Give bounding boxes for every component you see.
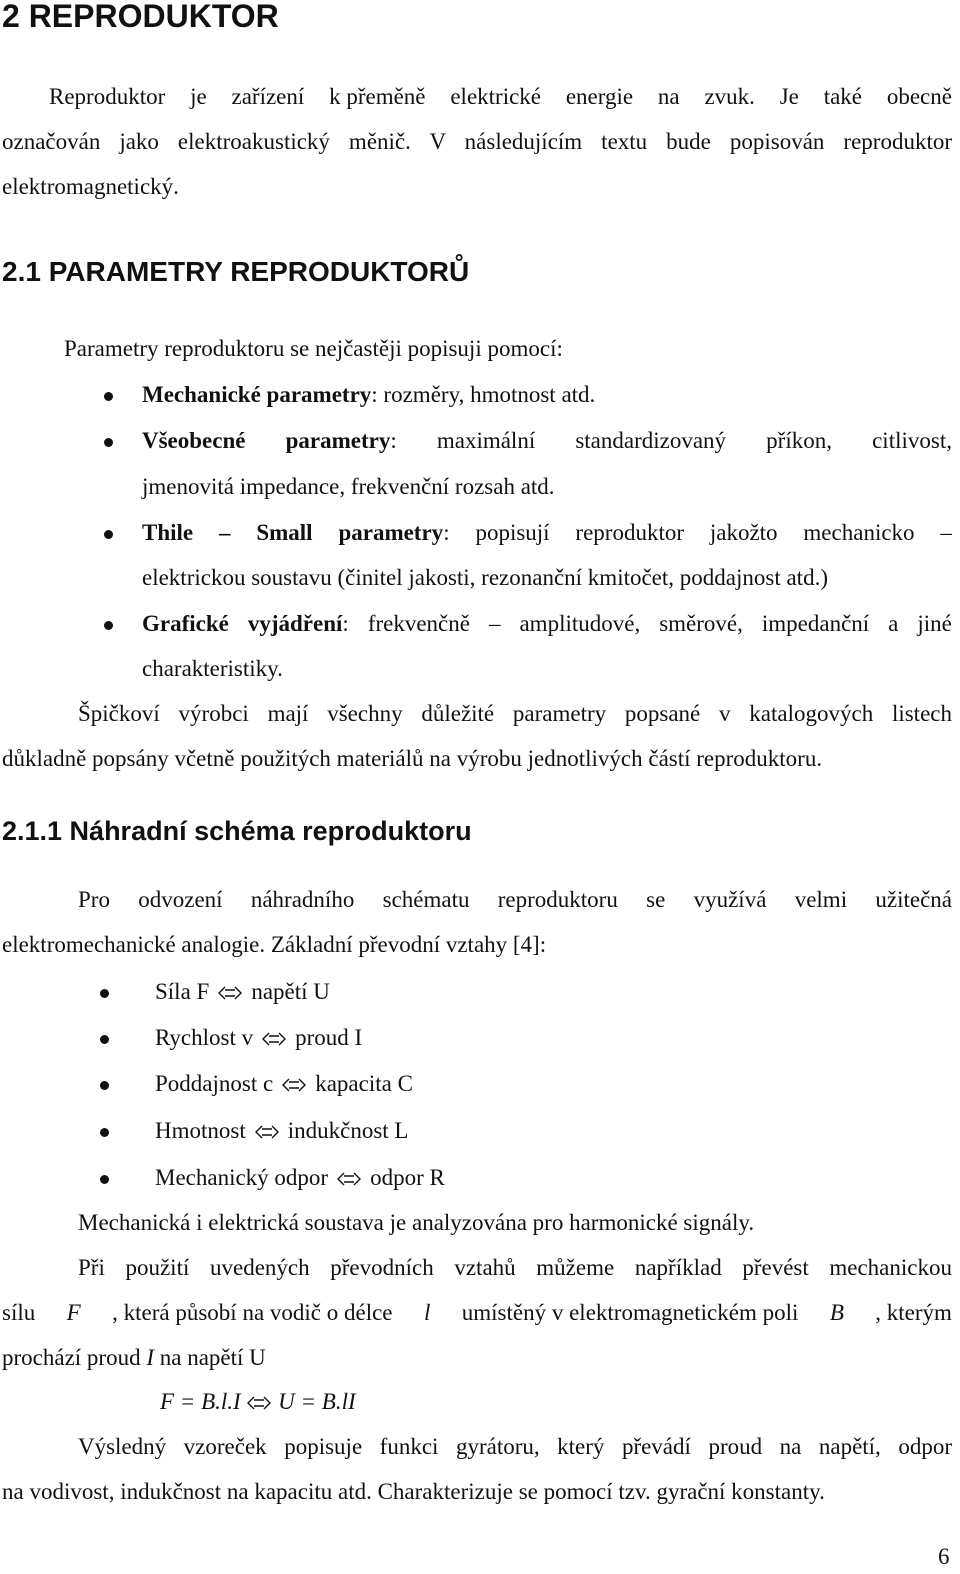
analogy-item [155, 1118, 408, 1144]
params-lead: Parametry reproduktoru se nejčastěji popisuji pomocí: [64, 336, 563, 361]
equivalence-arrow-icon [281, 1077, 307, 1093]
chapter-heading: 2 REPRODUKTOR [2, 0, 279, 34]
desc-word: jakožto [709, 520, 778, 545]
desc-word: a [888, 611, 899, 636]
analogy-electrical: proud I [295, 1025, 363, 1050]
word: na [657, 84, 680, 109]
word: energie [565, 84, 634, 109]
desc-word: impedanční [761, 611, 870, 636]
desc-word: amplitudové, [519, 611, 641, 636]
analogy-electrical: napětí U [251, 979, 330, 1004]
analogy-item [155, 1071, 413, 1097]
analogy-electrical: odpor R [370, 1165, 445, 1190]
term-word: vyjádření: [247, 611, 349, 636]
list-item-continued: charakteristiky. [142, 656, 283, 681]
params-after-line-2: důkladně popsány včetně použitých materiálů na výrobu jednotlivých částí reproduktoru. [2, 746, 823, 771]
bullet-dot [100, 1081, 109, 1090]
list-item [142, 428, 952, 454]
term-word: Grafické [142, 611, 229, 636]
subsection-heading: 2.1.1 Náhradní schéma reproduktoru [2, 816, 472, 846]
word: také [823, 84, 863, 109]
desc-word: příkon, [766, 428, 832, 453]
bullet-dot [104, 621, 113, 630]
term-word: parametry: [338, 520, 450, 545]
equivalence-arrow-icon [254, 1124, 280, 1140]
intro-line-3: elektromagnetický. [2, 174, 179, 199]
list-item-continued: elektrickou soustavu (činitel jakosti, rezonanční kmitočet, poddajnost atd.) [142, 565, 828, 590]
bullet-dot [100, 989, 109, 998]
equivalence-arrow-icon [261, 1031, 287, 1047]
p3-line-2: na vodivost, indukčnost na kapacitu atd. Charakterizuje se pomocí tzv. gyrační konstanty. [2, 1479, 825, 1504]
analogy-item [155, 1165, 445, 1191]
bullet-dot [100, 1035, 109, 1044]
analogy-mechanical: Hmotnost [155, 1118, 246, 1143]
word: je [190, 84, 207, 109]
params-after-line-1: Špičkoví výrobci mají všechny důležité parametry popsané v katalogových listech [78, 701, 952, 726]
term-word: Všeobecné [142, 428, 246, 453]
desc-word: citlivost, [872, 428, 952, 453]
term-word: parametry: [285, 428, 397, 453]
p3-line-1: Výsledný vzoreček popisuje funkci gyrátoru, který převádí proud na napětí, odpor [78, 1434, 952, 1459]
equivalence-arrow-icon [217, 985, 243, 1001]
harmonic-note: Mechanická i elektrická soustava je analyzována pro harmonické signály. [78, 1210, 755, 1235]
desc-word: jiné [917, 611, 952, 636]
word: Reproduktor [49, 84, 166, 109]
word: Je [779, 84, 799, 109]
bullet-dot [100, 1175, 109, 1184]
term-word: Thile [142, 520, 194, 545]
desc-word: mechanicko [803, 520, 915, 545]
list-item [142, 520, 952, 546]
scheme-para-line-2: elektromechanické analogie. Základní převodní vztahy [4]: [2, 932, 547, 957]
analogy-electrical: kapacita C [315, 1071, 413, 1096]
word: obecně [886, 84, 952, 109]
desc-word: reproduktor [575, 520, 684, 545]
analogy-electrical: indukčnost L [287, 1118, 409, 1143]
word: zařízení [231, 84, 305, 109]
analogy-mechanical: Mechanický odpor [155, 1165, 329, 1190]
bullet-dot [104, 530, 113, 539]
term-word: Small [256, 520, 313, 545]
p2-line-1: Při použití uvedených převodních vztahů můžeme například převést mechanickou [78, 1255, 952, 1280]
equivalence-arrow-icon [336, 1171, 362, 1187]
analogy-mechanical: Poddajnost c [155, 1071, 274, 1096]
equivalence-arrow-icon [246, 1395, 272, 1411]
desc-word: – [488, 611, 501, 636]
page-number: 6 [938, 1544, 950, 1569]
word: k přeměně [329, 84, 426, 109]
list-item-continued: jmenovitá impedance, frekvenční rozsah atd. [142, 474, 555, 499]
section-heading: 2.1 PARAMETRY REPRODUKTORŮ [2, 256, 470, 287]
desc-word: popisují [475, 520, 550, 545]
formula: F = B.l.I U = B.lI [160, 1389, 356, 1414]
list-item: Mechanické parametry: rozměry, hmotnost atd. [142, 382, 596, 407]
bullet-dot [100, 1128, 109, 1137]
desc-word: – [940, 520, 952, 545]
scheme-para-line-1: Pro odvození náhradního schématu reproduktoru se využívá velmi užitečná [78, 887, 952, 912]
desc-word: směrové, [659, 611, 743, 636]
list-item [142, 611, 952, 637]
term-word: – [218, 520, 231, 545]
analogy-item [155, 979, 330, 1005]
bullet-dot [104, 392, 113, 401]
bullet-dot [104, 438, 113, 447]
intro-line-1 [49, 84, 952, 110]
analogy-mechanical: Rychlost v [155, 1025, 254, 1050]
word: zvuk. [704, 84, 755, 109]
analogy-mechanical: Síla F [155, 979, 210, 1004]
p2-line-3: prochází proud I na napětí U [2, 1345, 266, 1370]
desc-word: maximální [436, 428, 536, 453]
analogy-item [155, 1025, 362, 1051]
intro-line-2: označován jako elektroakustický měnič. V následujícím textu bude popisován reproduktor [2, 129, 952, 154]
p2-line-2: sílu F , která působí na vodič o délce l umístěný v elektromagnetickém poli B , kterým [2, 1300, 952, 1325]
desc-word: frekvenčně [367, 611, 470, 636]
word: elektrické [450, 84, 542, 109]
desc-word: standardizovaný [575, 428, 727, 453]
